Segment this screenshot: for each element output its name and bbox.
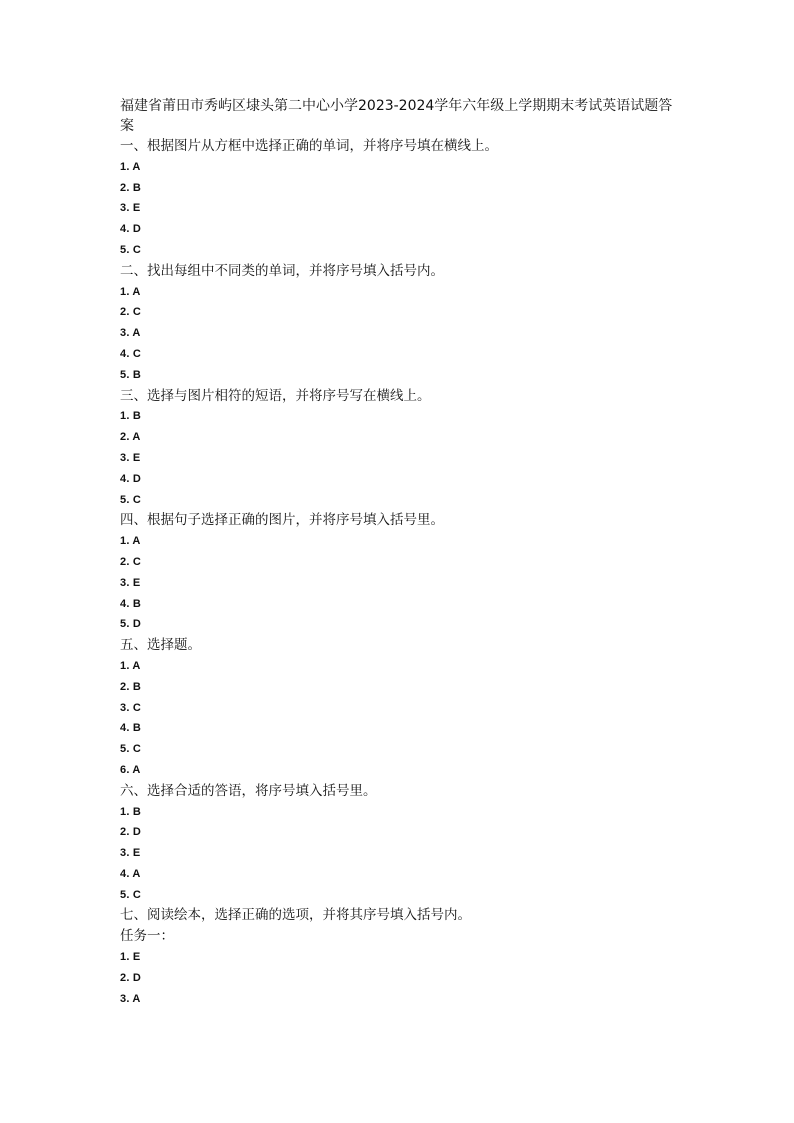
answer-item: 3. E (120, 847, 141, 860)
answer-item: 5. B (120, 368, 141, 381)
section-heading: 五、选择题。 (120, 637, 201, 654)
answer-item: 1. A (120, 160, 141, 173)
answer-section (120, 510, 680, 635)
answer-item: 6. A (120, 763, 141, 776)
answer-item: 2. C (120, 306, 141, 319)
answer-item: 4. C (120, 347, 141, 360)
section-heading: 三、选择与图片相符的短语，并将序号写在横线上。 (120, 387, 431, 404)
answer-item: 3. E (120, 576, 141, 589)
answer-section (120, 386, 680, 511)
answer-item: 3. C (120, 701, 141, 714)
answer-item: 1. B (120, 410, 141, 423)
answer-item: 4. B (120, 597, 141, 610)
answer-section (120, 781, 680, 906)
answer-section (120, 635, 680, 781)
answer-item: 5. C (120, 888, 141, 901)
answer-item: 2. A (120, 431, 141, 444)
section-heading: 二、找出每组中不同类的单词，并将序号填入括号内。 (120, 262, 444, 279)
answer-item: 3. E (120, 202, 141, 215)
answer-item: 1. B (120, 805, 141, 818)
answer-item: 3. A (120, 992, 141, 1005)
answer-item: 4. A (120, 867, 141, 880)
section-subheading: 任务一： (120, 928, 174, 945)
answer-document (120, 96, 680, 1009)
answer-item: 1. A (120, 535, 141, 548)
answer-item: 2. C (120, 555, 141, 568)
answer-sections (120, 136, 680, 1009)
answer-item: 2. B (120, 680, 141, 693)
section-heading: 六、选择合适的答语，将序号填入括号里。 (120, 782, 377, 799)
section-heading: 四、根据句子选择正确的图片，并将序号填入括号里。 (120, 512, 444, 529)
answer-item: 3. A (120, 327, 141, 340)
answer-item: 4. D (120, 472, 141, 485)
answer-item: 1. A (120, 285, 141, 298)
answer-item: 2. D (120, 826, 141, 839)
answer-item: 1. E (120, 951, 141, 964)
answer-item: 4. B (120, 722, 141, 735)
answer-section (120, 261, 680, 386)
answer-item: 2. D (120, 971, 141, 984)
answer-item: 5. C (120, 243, 141, 256)
answer-item: 1. A (120, 659, 141, 672)
answer-item: 2. B (120, 181, 141, 194)
document-title: 福建省莆田市秀屿区埭头第二中心小学2023-2024学年六年级上学期期末考试英语试题答案 (120, 98, 673, 134)
answer-section (120, 905, 680, 1009)
answer-section (120, 136, 680, 261)
answer-item: 3. E (120, 451, 141, 464)
answer-item: 4. D (120, 223, 141, 236)
answer-item: 5. C (120, 493, 141, 506)
section-heading: 一、根据图片从方框中选择正确的单词，并将序号填在横线上。 (120, 138, 498, 154)
answer-item: 5. D (120, 618, 141, 631)
answer-item: 5. C (120, 743, 141, 756)
section-heading: 七、阅读绘本，选择正确的选项，并将其序号填入括号内。 (120, 907, 471, 924)
